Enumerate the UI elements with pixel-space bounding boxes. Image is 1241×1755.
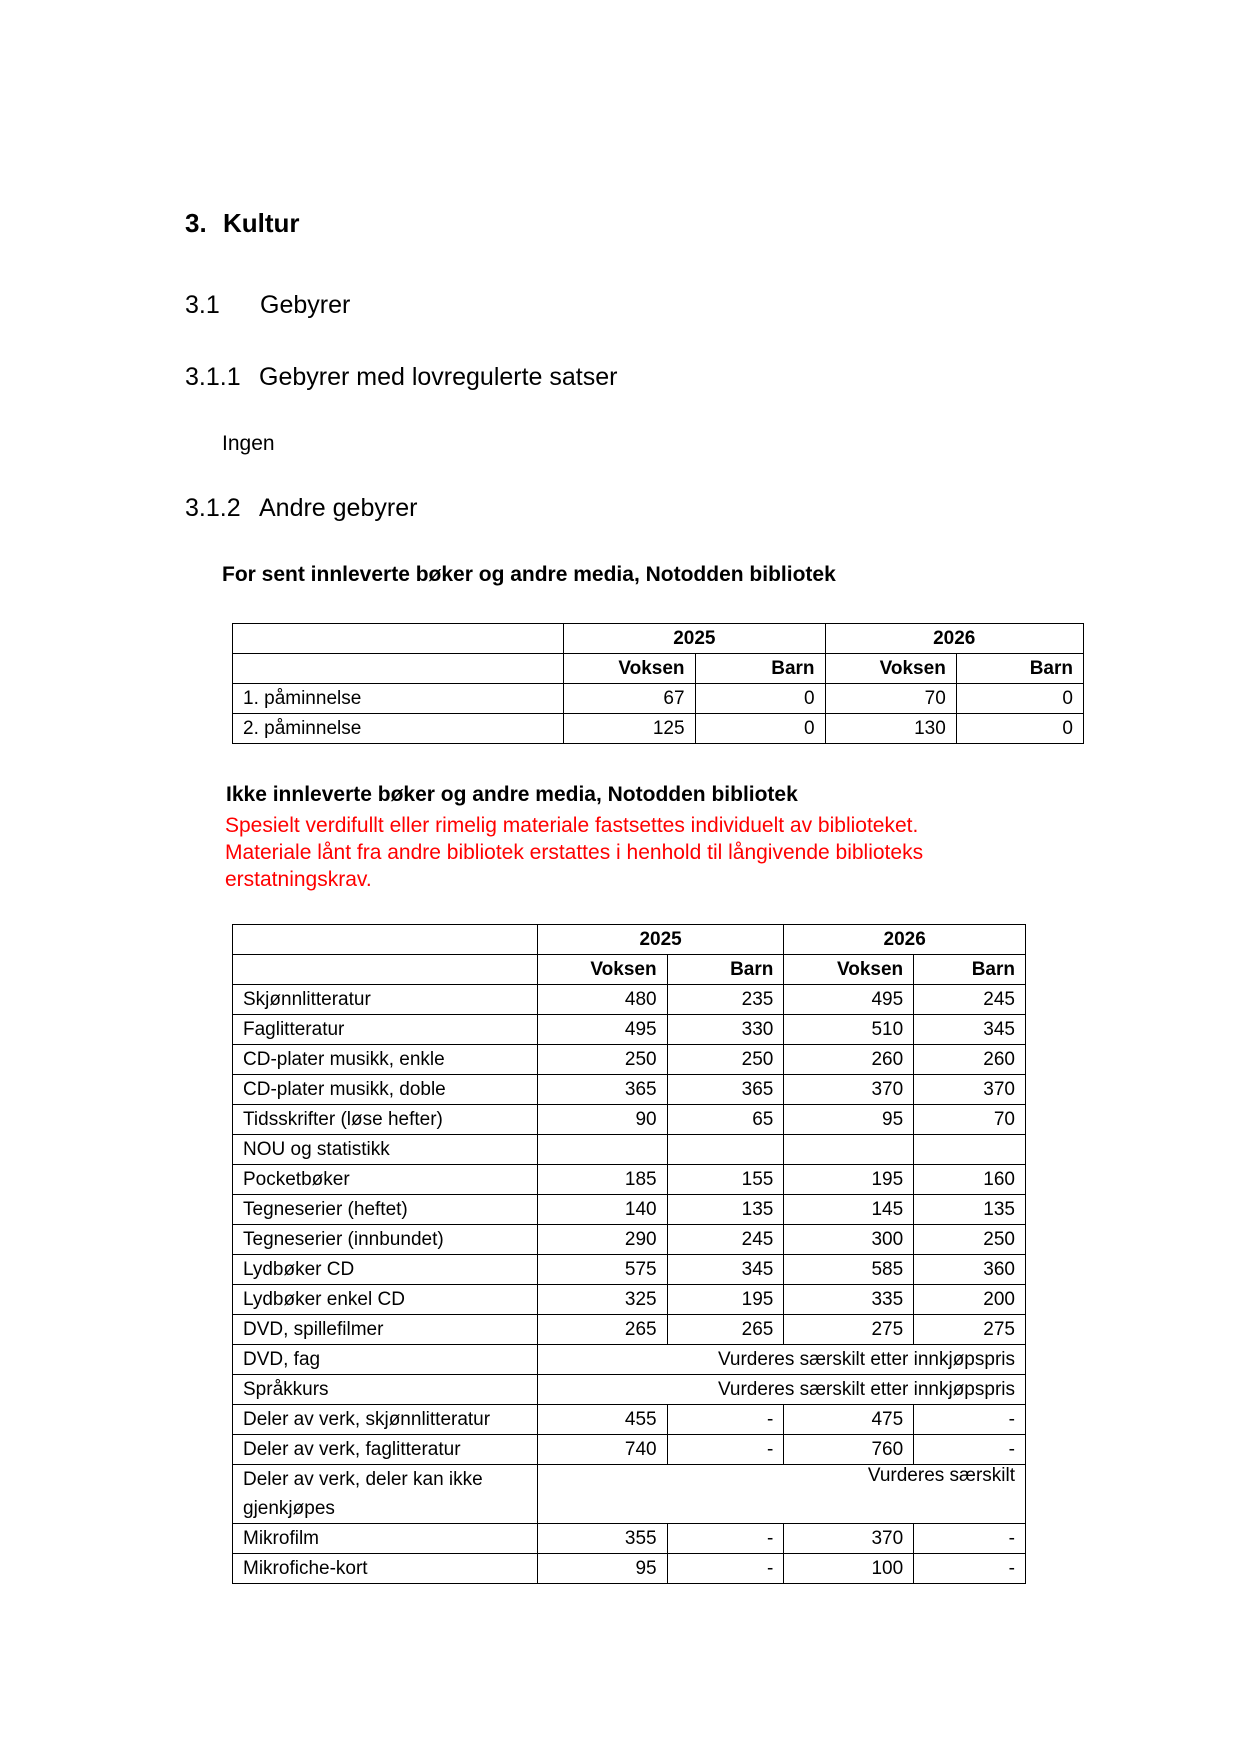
subheader-cell: Barn: [695, 654, 825, 684]
note-line: Spesielt verdifullt eller rimelig materiale fastsettes individuelt av biblioteket.: [225, 814, 919, 837]
table-row: [233, 1375, 1026, 1405]
value-cell: -: [667, 1405, 784, 1435]
row-label: Pocketbøker: [233, 1165, 538, 1195]
value-cell: 145: [784, 1195, 914, 1225]
row-label: Tegneserier (heftet): [233, 1195, 538, 1225]
table-row: [233, 1015, 1026, 1045]
value-cell: 345: [914, 1015, 1026, 1045]
value-cell: 510: [784, 1015, 914, 1045]
header-blank-cell: [233, 624, 564, 654]
value-cell: 130: [825, 714, 956, 744]
row-label: CD-plater musikk, doble: [233, 1075, 538, 1105]
subheader-cell: Voksen: [825, 654, 956, 684]
heading-kultur: [185, 208, 300, 239]
value-cell: 455: [537, 1405, 667, 1435]
value-cell: -: [914, 1554, 1026, 1584]
value-cell: -: [667, 1524, 784, 1554]
row-label: Skjønnlitteratur: [233, 985, 538, 1015]
table-row: [233, 1165, 1026, 1195]
value-cell: 160: [914, 1165, 1026, 1195]
value-cell: 195: [784, 1165, 914, 1195]
header-blank-cell: [233, 955, 538, 985]
value-cell: 185: [537, 1165, 667, 1195]
table-row: [233, 985, 1026, 1015]
value-cell: 125: [564, 714, 695, 744]
value-cell: 95: [537, 1554, 667, 1584]
value-cell: 575: [537, 1255, 667, 1285]
row-label: Deler av verk, skjønnlitteratur: [233, 1405, 538, 1435]
value-cell: 290: [537, 1225, 667, 1255]
value-cell: 345: [667, 1255, 784, 1285]
year-header-row: [233, 925, 1026, 955]
row-label: Tegneserier (innbundet): [233, 1225, 538, 1255]
table-row: [233, 1315, 1026, 1345]
value-cell: 200: [914, 1285, 1026, 1315]
value-cell: 70: [914, 1105, 1026, 1135]
row-label: Deler av verk, deler kan ikke gjenkjøpes: [233, 1465, 538, 1524]
heading-lovregulerte: [185, 363, 617, 392]
row-label: 2. påminnelse: [233, 714, 564, 744]
value-cell: [667, 1135, 784, 1165]
unreturned-caption: Ikke innleverte bøker og andre media, Notodden bibliotek: [226, 783, 798, 806]
value-cell: 585: [784, 1255, 914, 1285]
subheader-cell: Voksen: [564, 654, 695, 684]
value-cell: 365: [667, 1075, 784, 1105]
value-cell: 155: [667, 1165, 784, 1195]
note-line: Materiale lånt fra andre bibliotek erstattes i henhold til långivende biblioteks: [225, 841, 924, 864]
value-cell: 370: [914, 1075, 1026, 1105]
table-row: [233, 1045, 1026, 1075]
table-row: [233, 1285, 1026, 1315]
heading-title: Kultur: [223, 208, 300, 238]
table-row: [233, 1075, 1026, 1105]
value-cell: 135: [914, 1195, 1026, 1225]
value-cell: 250: [914, 1225, 1026, 1255]
table-row: [233, 1524, 1026, 1554]
table-row: [233, 1135, 1026, 1165]
table-row: [233, 1105, 1026, 1135]
value-cell: 0: [695, 684, 825, 714]
table-row: [233, 684, 1084, 714]
value-cell: 325: [537, 1285, 667, 1315]
row-label: Språkkurs: [233, 1375, 538, 1405]
value-cell: 135: [667, 1195, 784, 1225]
value-cell: 335: [784, 1285, 914, 1315]
value-cell: -: [914, 1405, 1026, 1435]
value-cell: 495: [537, 1015, 667, 1045]
table-row: [233, 1195, 1026, 1225]
value-cell: -: [667, 1554, 784, 1584]
heading-gebyrer: [185, 291, 350, 320]
value-cell: 195: [667, 1285, 784, 1315]
value-cell: 100: [784, 1554, 914, 1584]
header-blank-cell: [233, 925, 538, 955]
value-cell: 330: [667, 1015, 784, 1045]
value-cell: 265: [667, 1315, 784, 1345]
value-cell: 250: [537, 1045, 667, 1075]
value-cell: 370: [784, 1075, 914, 1105]
value-cell: 495: [784, 985, 914, 1015]
value-cell: 0: [956, 714, 1083, 744]
value-cell: 0: [695, 714, 825, 744]
value-cell: 365: [537, 1075, 667, 1105]
unreturned-note: [225, 812, 923, 893]
subheader-cell: Barn: [667, 955, 784, 985]
year-header: 2025: [537, 925, 784, 955]
year-header-row: [233, 624, 1084, 654]
table-row: [233, 1345, 1026, 1375]
row-label: Mikrofiche-kort: [233, 1554, 538, 1584]
header-blank-cell: [233, 654, 564, 684]
value-cell: 480: [537, 985, 667, 1015]
table-row: [233, 1435, 1026, 1465]
value-cell: -: [667, 1435, 784, 1465]
heading-number: 3.1: [185, 291, 220, 319]
heading-number: 3.1.2: [185, 494, 241, 522]
heading-title: Gebyrer med lovregulerte satser: [259, 363, 618, 391]
year-header: 2026: [784, 925, 1026, 955]
heading-title: Gebyrer: [260, 291, 351, 319]
late-returns-caption: For sent innleverte bøker og andre media, Notodden bibliotek: [222, 563, 836, 586]
table-row: [233, 1465, 1026, 1524]
value-cell: -: [914, 1435, 1026, 1465]
value-cell: 245: [667, 1225, 784, 1255]
value-cell: 260: [914, 1045, 1026, 1075]
subheader-row: [233, 955, 1026, 985]
table-row: [233, 1554, 1026, 1584]
value-cell: 235: [667, 985, 784, 1015]
value-cell: 275: [914, 1315, 1026, 1345]
subheader-cell: Voksen: [784, 955, 914, 985]
table-row: [233, 1255, 1026, 1285]
subheader-cell: Voksen: [537, 955, 667, 985]
value-cell: 740: [537, 1435, 667, 1465]
year-header: 2026: [825, 624, 1083, 654]
value-cell: 355: [537, 1524, 667, 1554]
heading-andre-gebyrer: [185, 494, 417, 523]
heading-number: 3.1.1: [185, 363, 241, 391]
unreturned-table: [232, 924, 1026, 1584]
subheader-row: [233, 654, 1084, 684]
table-row: [233, 714, 1084, 744]
heading-title: Andre gebyrer: [259, 494, 418, 522]
value-cell: 250: [667, 1045, 784, 1075]
value-cell: 370: [784, 1524, 914, 1554]
merged-note-cell: Vurderes særskilt: [537, 1465, 1025, 1524]
value-cell: 95: [784, 1105, 914, 1135]
value-cell: -: [914, 1524, 1026, 1554]
value-cell: 475: [784, 1405, 914, 1435]
row-label: Faglitteratur: [233, 1015, 538, 1045]
value-cell: 760: [784, 1435, 914, 1465]
year-header: 2025: [564, 624, 825, 654]
row-label: DVD, spillefilmer: [233, 1315, 538, 1345]
merged-note-cell: Vurderes særskilt etter innkjøpspris: [537, 1375, 1025, 1405]
value-cell: 65: [667, 1105, 784, 1135]
subheader-cell: Barn: [956, 654, 1083, 684]
value-cell: 360: [914, 1255, 1026, 1285]
row-label: Mikrofilm: [233, 1524, 538, 1554]
row-label: CD-plater musikk, enkle: [233, 1045, 538, 1075]
value-cell: 0: [956, 684, 1083, 714]
ingen-text: Ingen: [222, 432, 275, 455]
value-cell: [537, 1135, 667, 1165]
row-label: Lydbøker enkel CD: [233, 1285, 538, 1315]
note-line: erstatningskrav.: [225, 868, 372, 891]
value-cell: 70: [825, 684, 956, 714]
value-cell: 90: [537, 1105, 667, 1135]
heading-number: 3.: [185, 208, 207, 238]
table-row: [233, 1225, 1026, 1255]
row-label: NOU og statistikk: [233, 1135, 538, 1165]
value-cell: 260: [784, 1045, 914, 1075]
subheader-cell: Barn: [914, 955, 1026, 985]
value-cell: 140: [537, 1195, 667, 1225]
value-cell: [914, 1135, 1026, 1165]
value-cell: 67: [564, 684, 695, 714]
late-returns-table: [232, 623, 1084, 744]
value-cell: [784, 1135, 914, 1165]
row-label: 1. påminnelse: [233, 684, 564, 714]
row-label: Lydbøker CD: [233, 1255, 538, 1285]
table-row: [233, 1405, 1026, 1435]
row-label: DVD, fag: [233, 1345, 538, 1375]
row-label: Tidsskrifter (løse hefter): [233, 1105, 538, 1135]
value-cell: 265: [537, 1315, 667, 1345]
merged-note-cell: Vurderes særskilt etter innkjøpspris: [537, 1345, 1025, 1375]
value-cell: 300: [784, 1225, 914, 1255]
value-cell: 245: [914, 985, 1026, 1015]
row-label: Deler av verk, faglitteratur: [233, 1435, 538, 1465]
value-cell: 275: [784, 1315, 914, 1345]
